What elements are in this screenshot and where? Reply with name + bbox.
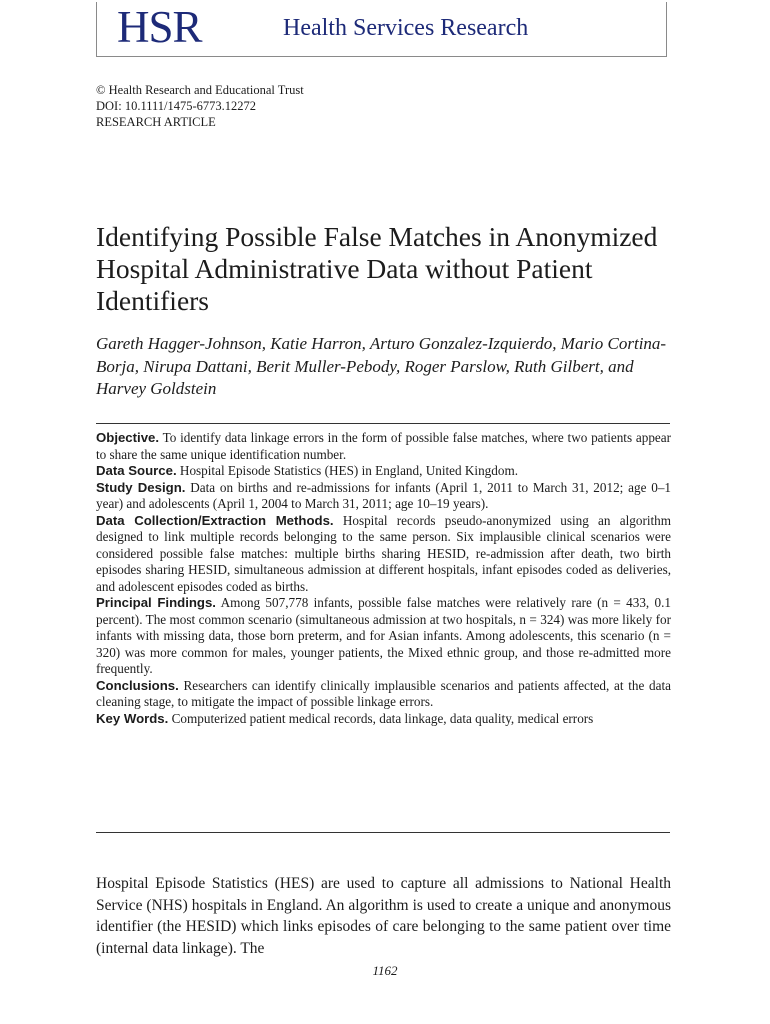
abstract-label: Key Words. bbox=[96, 710, 169, 726]
article-type: RESEARCH ARTICLE bbox=[96, 115, 216, 129]
body-paragraph: Hospital Episode Statistics (HES) are used to capture all admissions to National Health Service (NHS) hospitals in England. An algorithm is used to create a unique and anonymous identifier (the HESID) which links episodes of care belonging to the same patient over time (internal data linkage). The bbox=[96, 875, 671, 957]
abstract-methods bbox=[96, 513, 671, 596]
abstract-study-design bbox=[96, 480, 671, 513]
abstract-label: Objective. bbox=[96, 430, 160, 445]
abstract bbox=[96, 430, 671, 727]
abstract-text: Data on births and re-admissions for infants (April 1, 2011 to March 31, 2012; age 0–1 year) and adolescents (April 1, 2004 to March 31, 2011; age 10–19 years). bbox=[96, 479, 672, 511]
copyright-line: © Health Research and Educational Trust bbox=[96, 83, 304, 97]
article-meta bbox=[96, 82, 304, 130]
abstract-text: Computerized patient medical records, data linkage, data quality, medical errors bbox=[171, 710, 594, 726]
journal-header bbox=[96, 2, 667, 57]
abstract-conclusions bbox=[96, 678, 671, 711]
abstract-bottom-rule bbox=[96, 832, 670, 833]
doi-line: DOI: 10.1111/1475-6773.12272 bbox=[96, 99, 257, 113]
abstract-findings bbox=[96, 595, 671, 678]
journal-logo: HSR bbox=[117, 2, 202, 52]
abstract-keywords bbox=[96, 711, 671, 728]
journal-name: Health Services Research bbox=[283, 15, 529, 41]
article-title: Identifying Possible False Matches in Anonymized Hospital Administrative Data without Patient Identifiers bbox=[96, 221, 658, 316]
abstract-label: Conclusions. bbox=[96, 677, 179, 693]
abstract-text: Among 507,778 infants, possible false matches were relatively rare (n = 433, 0.1 percent). The most common scenario (simultaneous admission at two hospitals, n = 324) was more likely for infants with missing data, those born preterm, and for Asian infants. Among adolescents, this scenario (n = 320) was more common for males, younger patients, the Mixed ethnic group, and those re-admitted more frequently. bbox=[96, 595, 671, 676]
abstract-label: Data Collection/Extraction Methods. bbox=[96, 512, 334, 528]
abstract-objective bbox=[96, 430, 671, 463]
author-list: Gareth Hagger-Johnson, Katie Harron, Arturo Gonzalez-Izquierdo, Mario Cortina-Borja, Nirupa Dattani, Berit Muller-Pebody, Roger Parslow, Ruth Gilbert, and Harvey Goldstein bbox=[96, 334, 667, 398]
abstract-label: Study Design. bbox=[96, 479, 186, 495]
abstract-data-source bbox=[96, 463, 671, 480]
abstract-text: Hospital Episode Statistics (HES) in England, United Kingdom. bbox=[179, 463, 519, 478]
abstract-text: Hospital records pseudo-anonymized using an algorithm designed to link multiple records belonging to the same person. Six implausible clinical scenarios were considered possible false matches: multiple births sharing HESID, re-admission after death, two birth episodes sharing HESID, simultaneous admission at different hospitals, infant episodes coded as deliveries, and adolescent episodes coded as births. bbox=[96, 512, 672, 594]
page-number: 1162 bbox=[372, 963, 398, 978]
abstract-text: To identify data linkage errors in the form of possible false matches, where two patients appear to share the same unique identification number. bbox=[96, 430, 672, 462]
abstract-label: Data Source. bbox=[96, 463, 177, 478]
abstract-text: Researchers can identify clinically implausible scenarios and patients affected, at the data cleaning stage, to mitigate the impact of possible linkage errors. bbox=[96, 677, 671, 709]
abstract-top-rule bbox=[96, 423, 670, 424]
abstract-label: Principal Findings. bbox=[96, 595, 216, 610]
